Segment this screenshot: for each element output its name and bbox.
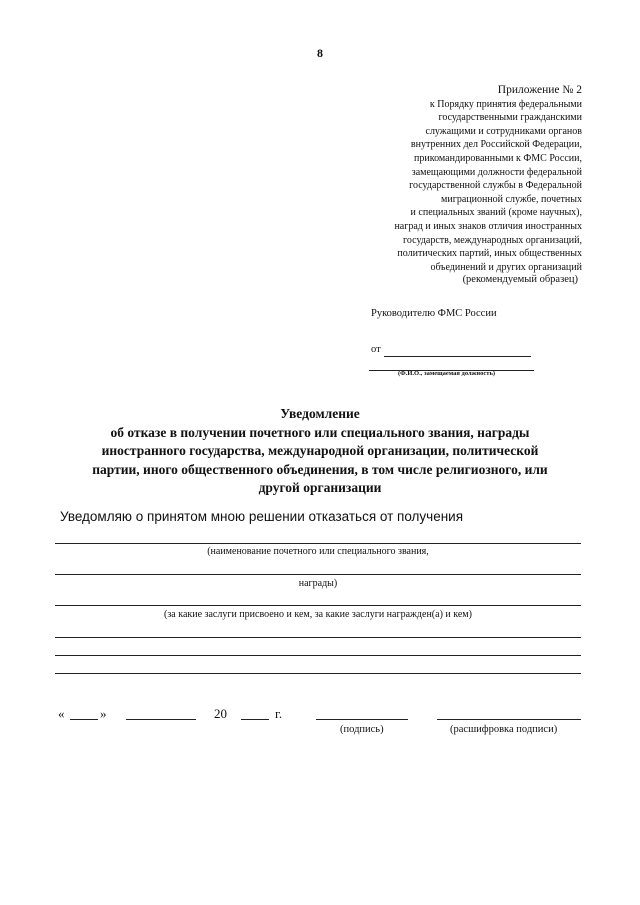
close-quote: »	[100, 706, 107, 721]
caption-merits: (за какие заслуги присвоено и кем, за какие заслуги награжден(а) и кем)	[164, 609, 472, 620]
from-caption: (Ф.И.О., замещаемая должность)	[398, 370, 496, 377]
notice-title	[60, 405, 580, 498]
signature-field[interactable]	[316, 719, 408, 720]
appendix-line: государственной службы в Федеральной	[409, 180, 582, 192]
notice-title-line: партии, иного общественного объединения, в том числе религиозного, или	[92, 461, 548, 477]
appendix-line: прикомандированными к ФМС России,	[414, 152, 582, 164]
notice-title-line: Уведомление	[280, 406, 360, 421]
fill-line[interactable]	[55, 637, 581, 638]
fill-line-title[interactable]	[55, 543, 581, 544]
open-quote: «	[58, 706, 65, 721]
from-input-line[interactable]	[384, 356, 531, 357]
signature-caption: (подпись)	[340, 724, 384, 735]
appendix-line: государственными гражданскими	[438, 112, 582, 124]
appendix-line: наград и иных знаков отличия иностранных	[394, 220, 582, 232]
appendix-line: миграционной службе, почетных	[441, 193, 582, 205]
appendix-line: замещающими должности федеральной	[411, 166, 582, 178]
year-prefix: 20	[214, 706, 227, 721]
addressee: Руководителю ФМС России	[371, 308, 497, 319]
decoding-caption: (расшифровка подписи)	[450, 724, 558, 735]
fill-line-award[interactable]	[55, 574, 581, 575]
fill-line[interactable]	[55, 655, 581, 656]
notice-title-line: об отказе в получении почетного или специального звания, награды	[110, 424, 530, 440]
notice-body-text: Уведомляю о принятом мною решении отказаться от получения	[60, 509, 464, 524]
appendix-title: Приложение № 2	[497, 84, 582, 96]
year-field[interactable]	[241, 719, 269, 720]
appendix-line: объединений и других организаций	[430, 261, 582, 273]
fill-line-merits[interactable]	[55, 605, 581, 606]
appendix-line: политических партий, иных общественных	[397, 248, 582, 260]
caption-title: (наименование почетного или специального звания,	[207, 546, 429, 557]
page-number: 8	[317, 46, 323, 60]
day-field[interactable]	[70, 719, 98, 720]
month-field[interactable]	[126, 719, 196, 720]
sample-note: (рекомендуемый образец)	[462, 274, 578, 285]
appendix-line: внутренних дел Российской Федерации,	[410, 139, 582, 151]
appendix-line: к Порядку принятия федеральными	[429, 98, 582, 110]
notice-title-line: другой организации	[258, 480, 382, 495]
notice-title-line: иностранного государства, международной организации, политической	[101, 443, 539, 458]
appendix-block	[312, 84, 582, 274]
year-suffix: г.	[275, 706, 283, 721]
fill-line[interactable]	[55, 673, 581, 674]
appendix-line: государств, международных организаций,	[403, 234, 582, 246]
caption-award: награды)	[298, 578, 338, 589]
signature-decoding-field[interactable]	[437, 719, 581, 720]
appendix-line: служащими и сотрудниками органов	[425, 125, 582, 137]
from-label: от	[371, 344, 381, 355]
appendix-line: и специальных званий (кроме научных),	[410, 207, 582, 219]
